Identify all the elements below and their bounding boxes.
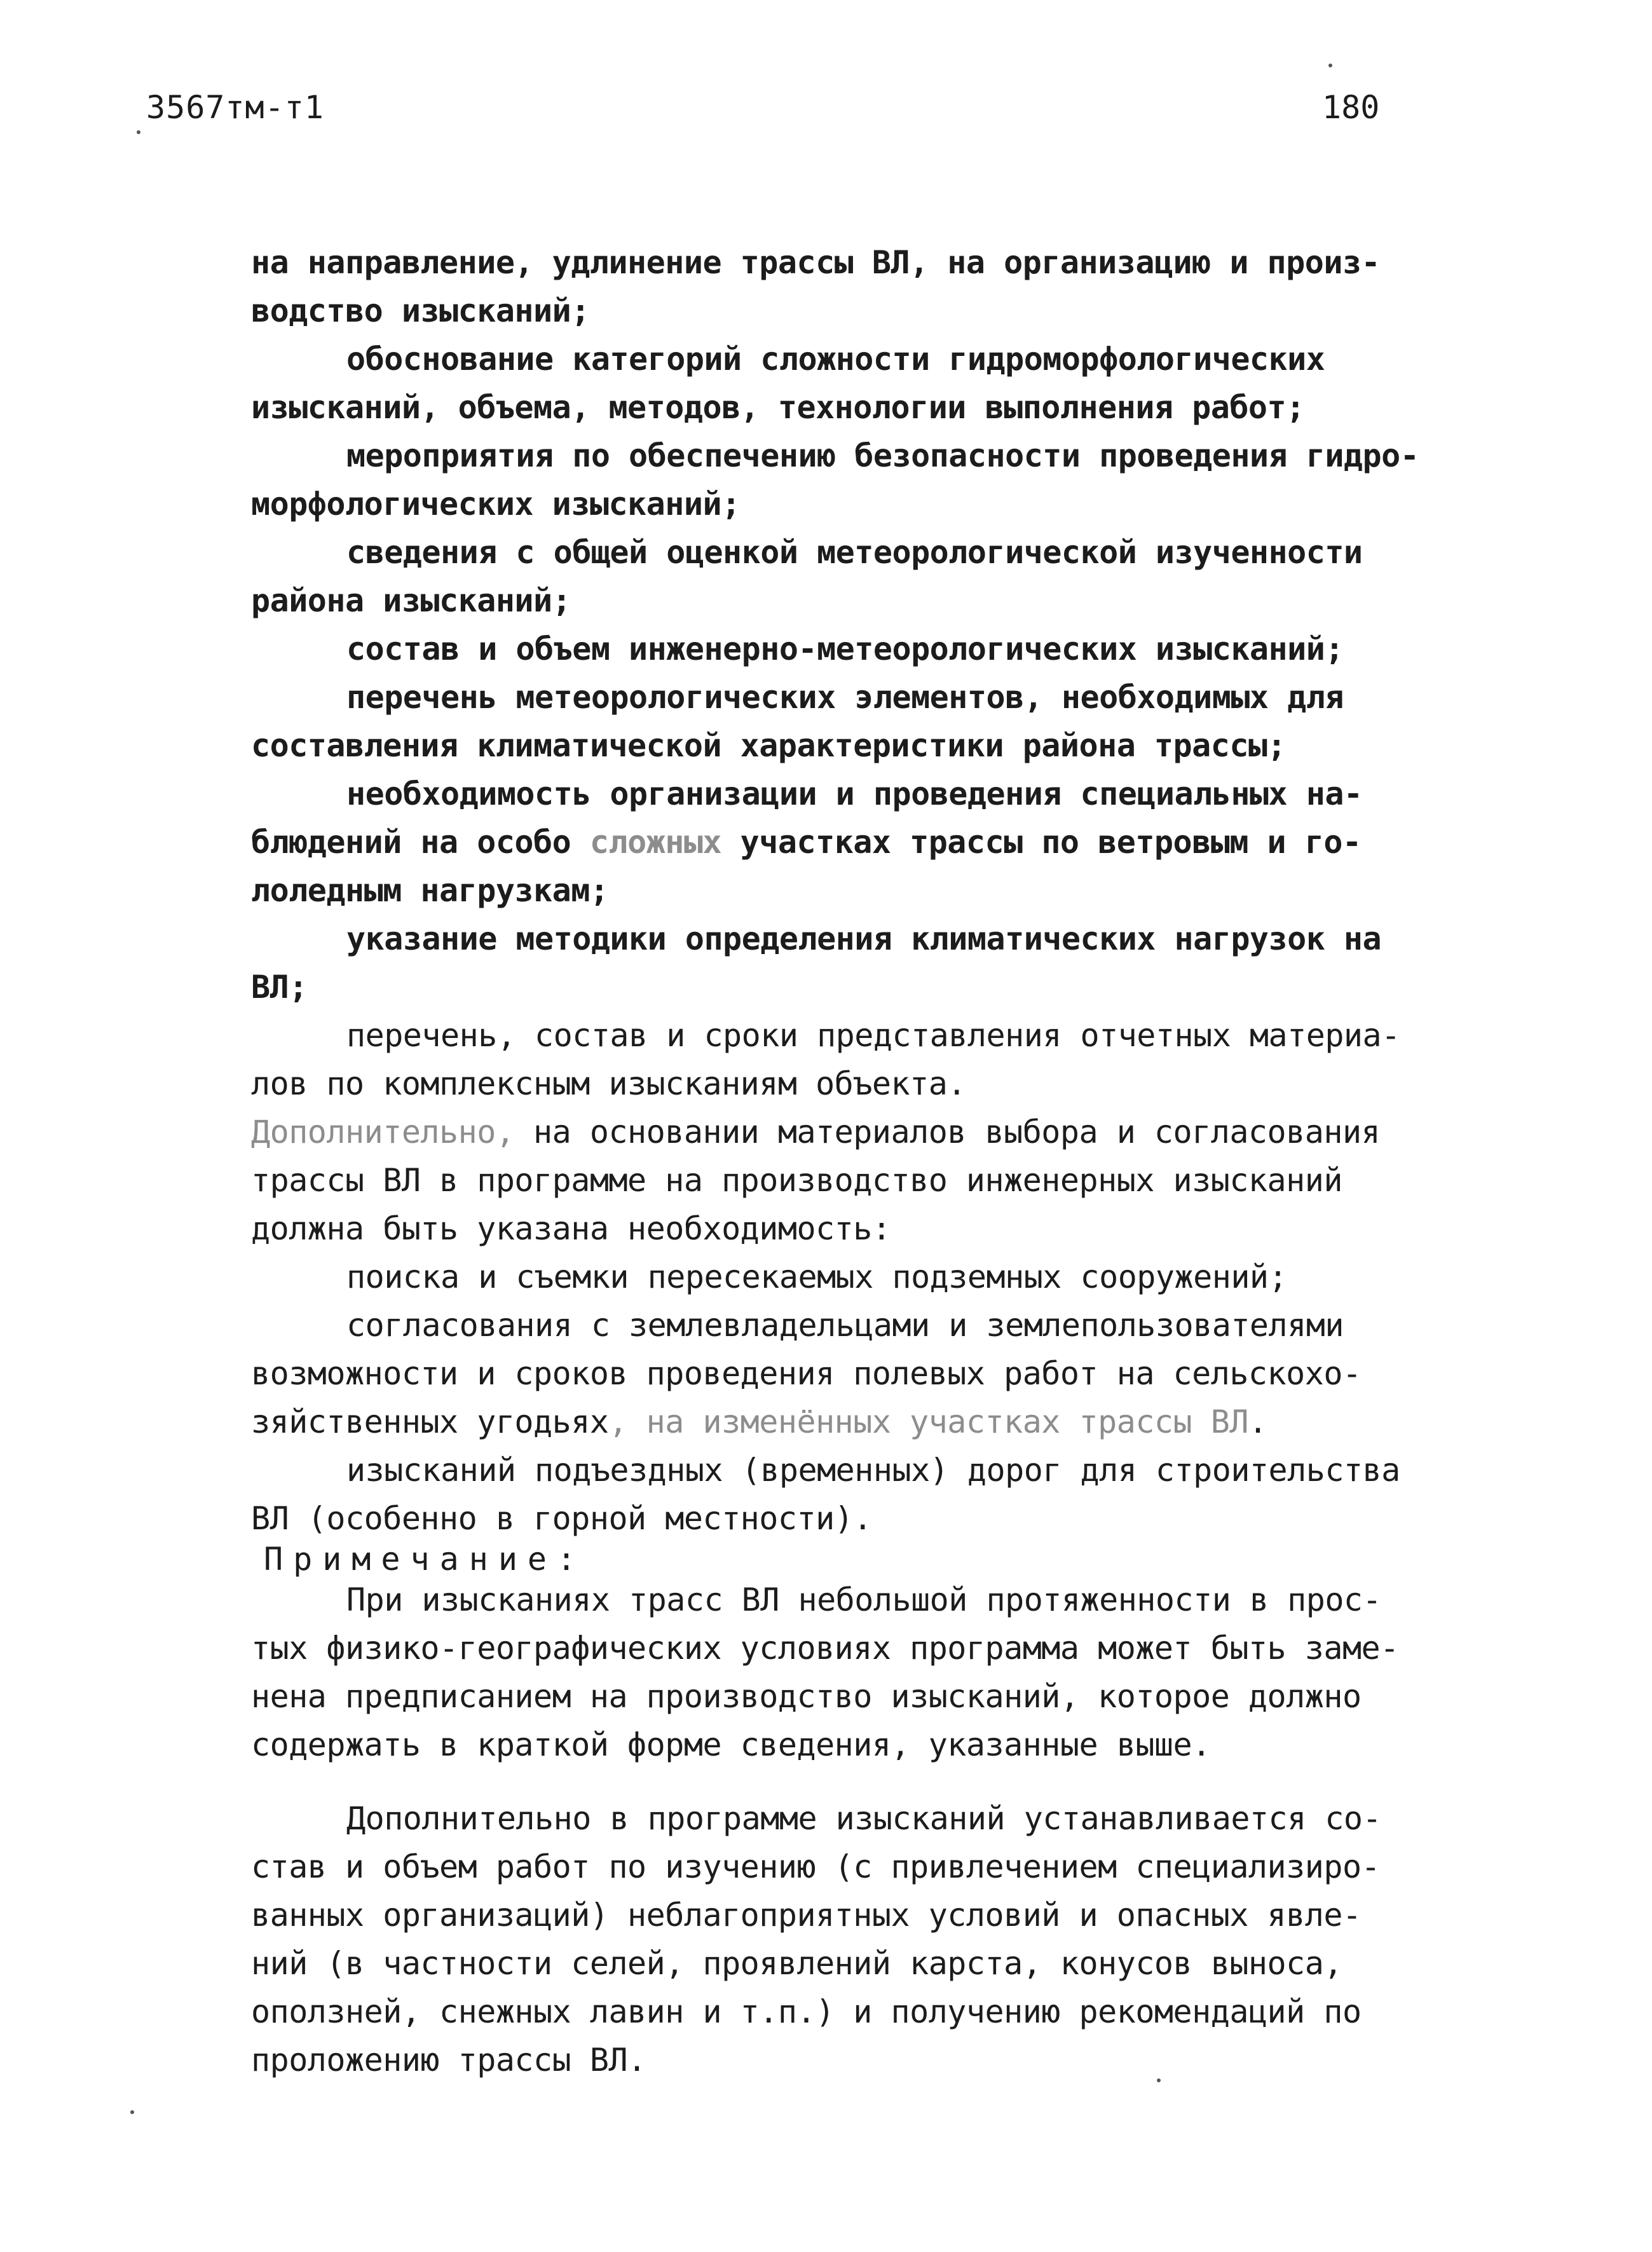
scan-speck <box>1328 64 1332 67</box>
text-segment: блюдений на особо <box>251 824 590 861</box>
text-segment: на основании материалов выбора и согласования <box>514 1114 1381 1150</box>
document-code: 3567тм-т1 <box>146 89 324 126</box>
text-line: проложению трассы ВЛ. <box>251 2042 646 2078</box>
scan-speck <box>1157 2078 1161 2082</box>
text-line: водство изысканий; <box>251 292 590 329</box>
text-line <box>251 818 1446 866</box>
faded-text-segment: Дополнительно, <box>251 1114 515 1150</box>
text-line: лов по комплексным изысканиям объекта. <box>251 1065 966 1102</box>
text-line: сведения с общей оценкой метеорологической изученности <box>346 534 1363 571</box>
text-line: мероприятия по обеспечению безопасности проведения гидро- <box>346 437 1419 474</box>
text-line: лоледным нагрузкам; <box>251 872 609 909</box>
text-line: трассы ВЛ в программе на производство инженерных изысканий <box>251 1162 1342 1199</box>
text-segment: зяйственных угодьях <box>251 1403 609 1440</box>
text-segment: участках трассы по ветровым и го- <box>721 824 1362 861</box>
text-line: ВЛ (особенно в горной местности). <box>251 1500 872 1537</box>
paragraph-gap <box>251 1769 1446 1794</box>
scan-speck <box>137 130 140 134</box>
faded-text-segment: сложных <box>589 824 722 861</box>
text-line: возможности и сроков проведения полевых работ на сельскохо- <box>251 1355 1362 1392</box>
text-line: на направление, удлинение трассы ВЛ, на организацию и произ- <box>251 244 1381 281</box>
text-line: морфологических изысканий; <box>251 486 741 522</box>
text-line: должна быть указана необходимость: <box>251 1210 891 1247</box>
text-line: Дополнительно в программе изысканий устанавливается со- <box>346 1800 1382 1837</box>
text-line: ванных организаций) неблагоприятных условий и опасных явле- <box>251 1897 1362 1934</box>
text-line: тых физико-географических условиях программа может быть заме- <box>251 1630 1399 1667</box>
text-line: нена предписанием на производство изысканий, которое должно <box>251 1678 1362 1715</box>
text-line: При изысканиях трасс ВЛ небольшой протяженности в прос- <box>346 1581 1382 1618</box>
scan-speck <box>130 2110 134 2114</box>
text-line: согласования с землевладельцами и землепользователями <box>346 1307 1344 1344</box>
text-line: указание методики определения климатических нагрузок на <box>346 920 1382 957</box>
text-line: составления климатической характеристики района трассы; <box>251 727 1287 764</box>
text-segment: . <box>1248 1403 1267 1440</box>
body-text <box>251 238 1446 2084</box>
text-line: необходимость организации и проведения специальных на- <box>346 775 1363 812</box>
text-line <box>251 1398 1446 1446</box>
note-heading: Примечание: <box>264 1541 587 1578</box>
text-line: став и объем работ по изучению (с привлечением специализиро- <box>251 1848 1381 1885</box>
text-line: перечень, состав и сроки представления отчетных материа- <box>346 1017 1400 1054</box>
text-line: состав и объем инженерно-метеорологических изысканий; <box>346 631 1344 667</box>
text-line <box>251 1108 1446 1156</box>
page-number: 180 <box>1322 89 1380 126</box>
text-line: перечень метеорологических элементов, необходимых для <box>346 679 1344 716</box>
text-line: ний (в частности селей, проявлений карста, конусов выноса, <box>251 1945 1342 1982</box>
text-line: содержать в краткой форме сведения, указанные выше. <box>251 1726 1211 1763</box>
text-line: поиска и съемки пересекаемых подземных сооружений; <box>346 1259 1288 1295</box>
faded-text-segment: , на изменённых участках трассы ВЛ <box>608 1403 1248 1440</box>
text-line: изысканий подъездных (временных) дорог для строительства <box>346 1452 1400 1489</box>
text-line: района изысканий; <box>251 582 571 619</box>
text-line: оползней, снежных лавин и т.п.) и получению рекомендаций по <box>251 1993 1362 2030</box>
text-line: ВЛ; <box>251 969 308 1006</box>
text-line: обоснование категорий сложности гидроморфологических <box>346 341 1325 378</box>
text-line: изысканий, объема, методов, технологии выполнения работ; <box>251 389 1305 426</box>
